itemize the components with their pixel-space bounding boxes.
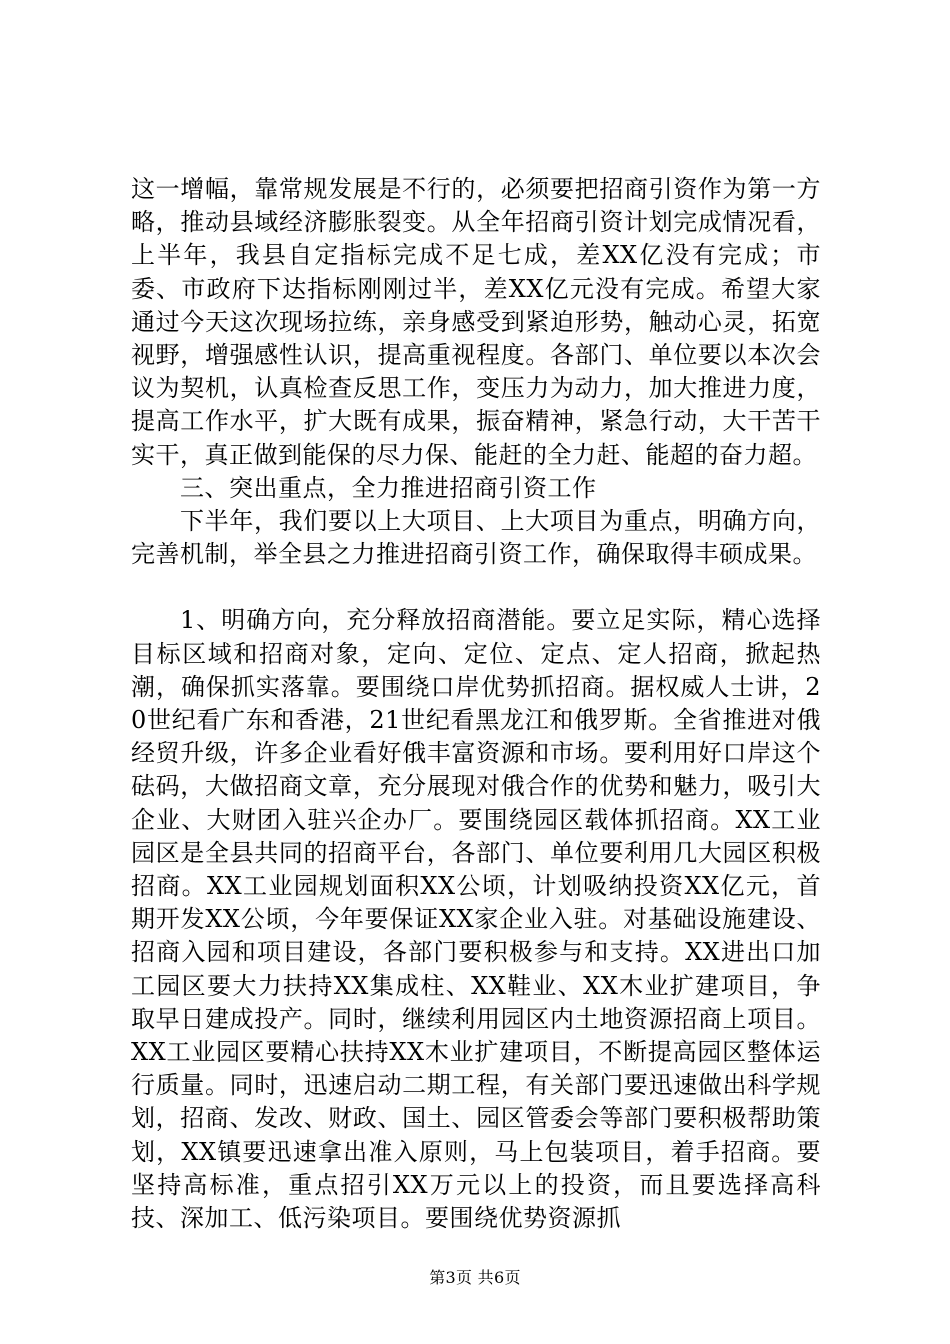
- section-heading: 三、突出重点，全力推进招商引资工作: [180, 473, 597, 502]
- page-footer: 第3页 共6页: [429, 1268, 521, 1287]
- paragraph-gap: [131, 571, 821, 604]
- paragraph-point-1: 1、明确方向，充分释放招商潜能。要立足实际，精心选择目标区域和招商对象，定向、定位、定点、定人招商，掀起热潮，确保抓实落靠。要围绕口岸优势抓招商。据权威人士讲，20世纪看广东和香港，21世纪看黑龙江和俄罗斯。全省推进对俄经贸升级，许多企业看好俄丰富资源和市场。要利用好口岸这个砝码，大做招商文章，充分展现对俄合作的优势和魅力，吸引大企业、大财团入驻兴企办厂。要围绕园区载体抓招商。XX工业园区是全县共同的招商平台，各部门、单位要利用几大园区积极招商。XX工业园规划面积XX公顷，计划吸纳投资XX亿元，首期开发XX公顷，今年要保证XX家企业入驻。对基础设施建设、招商入园和项目建设，各部门要积极参与和支持。XX进出口加工园区要大力扶持XX集成柱、XX鞋业、XX木业扩建项目，争取早日建成投产。同时，继续利用园区内土地资源招商上项目。XX工业园区要精心扶持XX木业扩建项目，不断提高园区整体运行质量。同时，迅速启动二期工程，有关部门要迅速做出科学规划，招商、发改、财政、国土、园区管委会等部门要积极帮助策划，XX镇要迅速拿出准入原则，马上包装项目，着手招商。要坚持高标准，重点招引XX万元以上的投资，而且要选择高科技、深加工、低污染项目。要围绕优势资源抓: [131, 606, 821, 1233]
- paragraph-intro: 下半年，我们要以上大项目、上大项目为重点，明确方向，完善机制，举全县之力推进招商引资工作，确保取得丰硕成果。: [131, 507, 821, 569]
- document-body: [131, 173, 821, 1235]
- paragraph-continuation: 这一增幅，靠常规发展是不行的，必须要把招商引资作为第一方略，推动县域经济膨胀裂变。从全年招商引资计划完成情况看，上半年，我县自定指标完成不足七成，差XX亿没有完成；市委、市政府下达指标刚刚过半，差XX亿元没有完成。希望大家通过今天这次现场拉练，亲身感受到紧迫形势，触动心灵，拓宽视野，增强感性认识，提高重视程度。各部门、单位要以本次会议为契机，认真检查反思工作，变压力为动力，加大推进力度，提高工作水平，扩大既有成果，振奋精神，紧急行动，大干苦干实干，真正做到能保的尽力保、能赶的全力赶、能超的奋力超。: [131, 175, 821, 469]
